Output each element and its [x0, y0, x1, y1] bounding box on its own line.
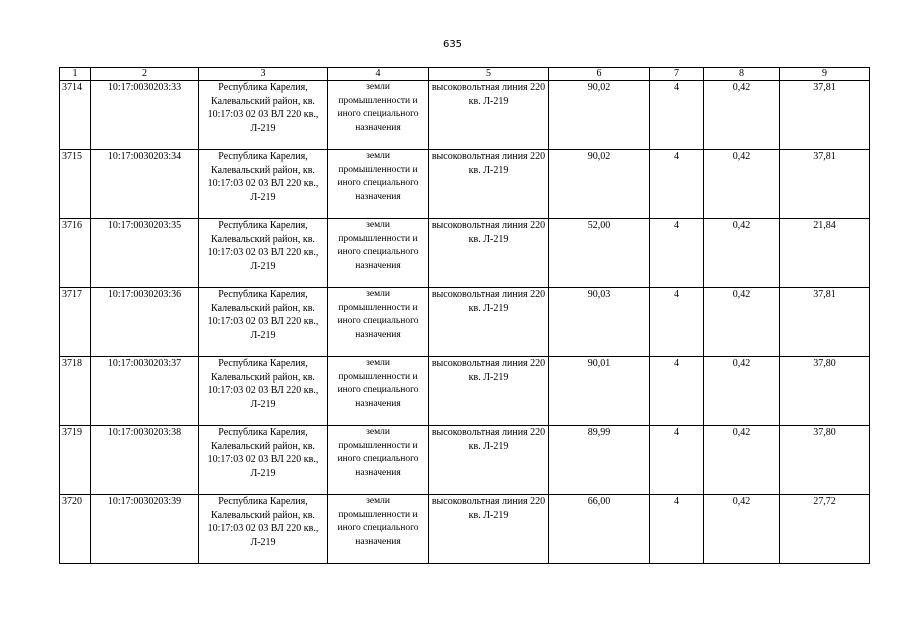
area-value: 90,02	[549, 81, 650, 150]
table-row	[60, 495, 870, 564]
address: Республика Карелия, Калевальский район, кв. 10:17:03 02 03 ВЛ 220 кв., Л-219	[199, 357, 328, 426]
amount-value: 27,72	[780, 495, 870, 564]
cadastral-number: 10:17:0030203:38	[91, 426, 199, 495]
amount-value: 37,81	[780, 150, 870, 219]
class-value: 4	[650, 150, 704, 219]
address: Республика Карелия, Калевальский район, кв. 10:17:03 02 03 ВЛ 220 кв., Л-219	[199, 150, 328, 219]
table-row	[60, 150, 870, 219]
column-header: 7	[650, 68, 704, 81]
rate-value: 0,42	[704, 288, 780, 357]
area-value: 90,01	[549, 357, 650, 426]
permitted-use: высоковольтная линия 220 кв. Л-219	[429, 150, 549, 219]
amount-value: 37,80	[780, 357, 870, 426]
address: Республика Карелия, Калевальский район, кв. 10:17:03 02 03 ВЛ 220 кв., Л-219	[199, 288, 328, 357]
class-value: 4	[650, 219, 704, 288]
row-number: 3715	[60, 150, 91, 219]
rate-value: 0,42	[704, 81, 780, 150]
amount-value: 37,80	[780, 426, 870, 495]
area-value: 90,02	[549, 150, 650, 219]
cadastral-number: 10:17:0030203:36	[91, 288, 199, 357]
amount-value: 37,81	[780, 288, 870, 357]
row-number: 3720	[60, 495, 91, 564]
row-number: 3716	[60, 219, 91, 288]
row-number: 3714	[60, 81, 91, 150]
area-value: 66,00	[549, 495, 650, 564]
area-value: 89,99	[549, 426, 650, 495]
page-number: 635	[442, 39, 463, 50]
permitted-use: высоковольтная линия 220 кв. Л-219	[429, 426, 549, 495]
permitted-use: высоковольтная линия 220 кв. Л-219	[429, 495, 549, 564]
table-row	[60, 219, 870, 288]
column-header: 4	[328, 68, 429, 81]
column-header: 5	[429, 68, 549, 81]
address: Республика Карелия, Калевальский район, кв. 10:17:03 02 03 ВЛ 220 кв., Л-219	[199, 219, 328, 288]
class-value: 4	[650, 288, 704, 357]
class-value: 4	[650, 495, 704, 564]
land-category: земли промышленности и иного специального назначения	[328, 150, 429, 219]
class-value: 4	[650, 357, 704, 426]
column-header: 3	[199, 68, 328, 81]
rate-value: 0,42	[704, 357, 780, 426]
land-category: земли промышленности и иного специального назначения	[328, 81, 429, 150]
column-header: 1	[60, 68, 91, 81]
address: Республика Карелия, Калевальский район, кв. 10:17:03 02 03 ВЛ 220 кв., Л-219	[199, 495, 328, 564]
permitted-use: высоковольтная линия 220 кв. Л-219	[429, 288, 549, 357]
address: Республика Карелия, Калевальский район, кв. 10:17:03 02 03 ВЛ 220 кв., Л-219	[199, 426, 328, 495]
permitted-use: высоковольтная линия 220 кв. Л-219	[429, 219, 549, 288]
table-row	[60, 426, 870, 495]
permitted-use: высоковольтная линия 220 кв. Л-219	[429, 81, 549, 150]
land-category: земли промышленности и иного специального назначения	[328, 495, 429, 564]
column-header: 8	[704, 68, 780, 81]
amount-value: 21,84	[780, 219, 870, 288]
rate-value: 0,42	[704, 495, 780, 564]
cadastral-number: 10:17:0030203:33	[91, 81, 199, 150]
rate-value: 0,42	[704, 150, 780, 219]
row-number: 3719	[60, 426, 91, 495]
cadastral-number: 10:17:0030203:37	[91, 357, 199, 426]
column-header: 9	[780, 68, 870, 81]
land-category: земли промышленности и иного специального назначения	[328, 357, 429, 426]
row-number: 3717	[60, 288, 91, 357]
land-category: земли промышленности и иного специального назначения	[328, 426, 429, 495]
rate-value: 0,42	[704, 219, 780, 288]
column-header: 6	[549, 68, 650, 81]
address: Республика Карелия, Калевальский район, кв. 10:17:03 02 03 ВЛ 220 кв., Л-219	[199, 81, 328, 150]
land-registry-table	[59, 67, 870, 564]
permitted-use: высоковольтная линия 220 кв. Л-219	[429, 357, 549, 426]
amount-value: 37,81	[780, 81, 870, 150]
class-value: 4	[650, 426, 704, 495]
land-category: земли промышленности и иного специального назначения	[328, 219, 429, 288]
class-value: 4	[650, 81, 704, 150]
row-number: 3718	[60, 357, 91, 426]
header-row	[60, 68, 870, 81]
area-value: 52,00	[549, 219, 650, 288]
table-row	[60, 357, 870, 426]
rate-value: 0,42	[704, 426, 780, 495]
cadastral-number: 10:17:0030203:34	[91, 150, 199, 219]
table-row	[60, 81, 870, 150]
column-header: 2	[91, 68, 199, 81]
cadastral-number: 10:17:0030203:39	[91, 495, 199, 564]
land-category: земли промышленности и иного специального назначения	[328, 288, 429, 357]
table-row	[60, 288, 870, 357]
cadastral-number: 10:17:0030203:35	[91, 219, 199, 288]
area-value: 90,03	[549, 288, 650, 357]
